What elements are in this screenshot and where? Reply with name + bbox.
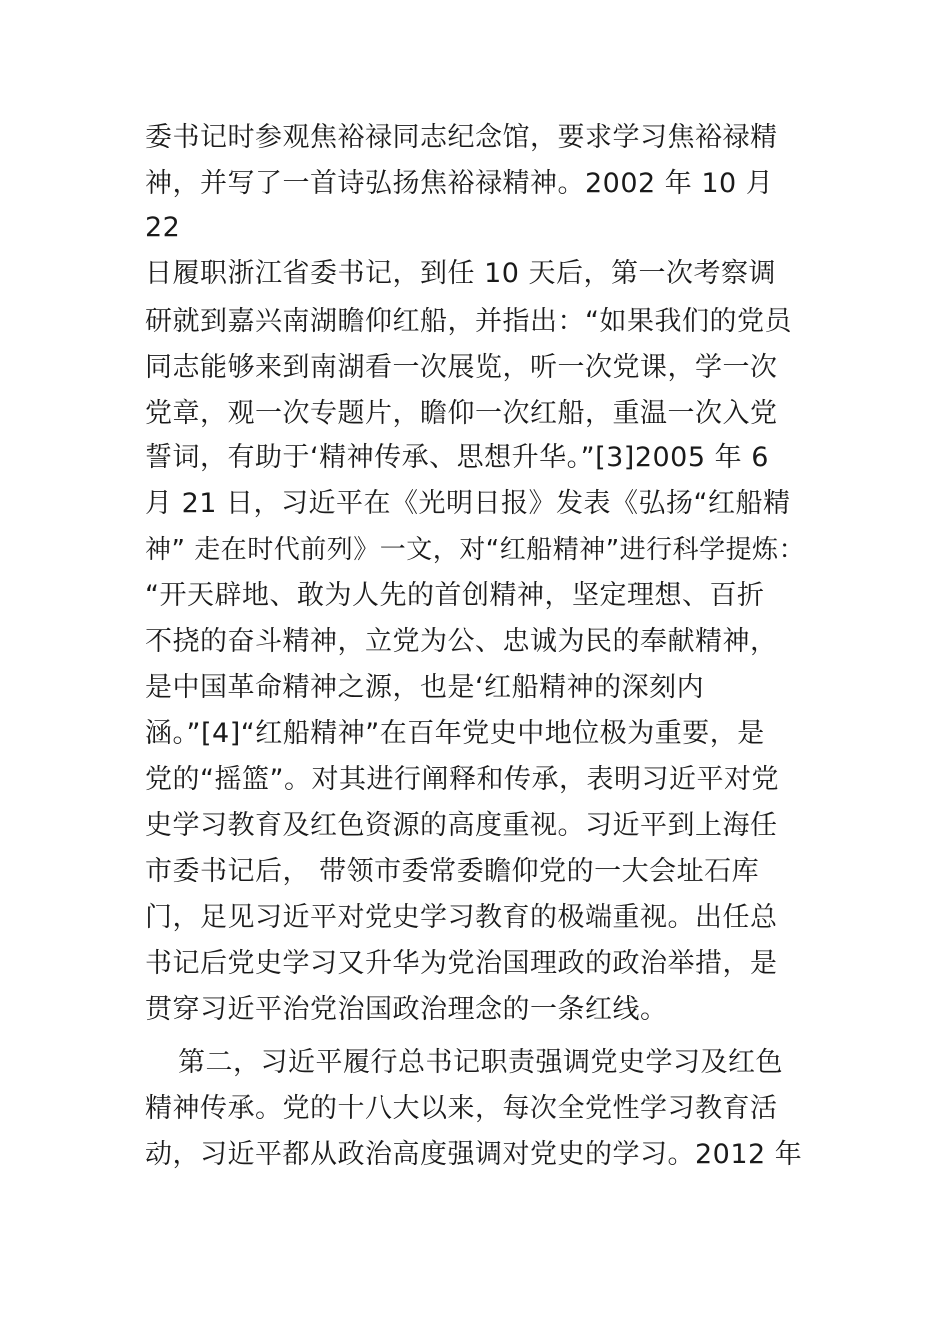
text-line: 涵。”[4]“红船精神”在百年党史中地位极为重要，是	[145, 718, 765, 749]
text-line: 日履职浙江省委书记，到任 10 天后，第一次考察调	[145, 258, 777, 289]
text-line: 市委书记后， 带领市委常委瞻仰党的一大会址石库	[145, 856, 760, 887]
text-line: 神” 走在时代前列》一文，对“红船精神”进行科学提炼：	[145, 535, 806, 565]
text-line: 书记后党史学习又升华为党治国理政的政治举措，是	[145, 948, 778, 979]
paragraph-first-line: 第二，习近平履行总书记职责强调党史学习及红色	[178, 1047, 783, 1078]
text-line: 同志能够来到南湖看一次展览，听一次党课，学一次	[145, 352, 778, 383]
text-line: “开天辟地、敢为人先的首创精神，坚定理想、百折	[145, 580, 765, 611]
text-line: 22	[145, 212, 181, 243]
text-line: 神，并写了一首诗弘扬焦裕禄精神。2002 年 10 月	[145, 168, 774, 199]
text-line: 贯穿习近平治党治国政治理念的一条红线。	[145, 994, 668, 1025]
text-line: 委书记时参观焦裕禄同志纪念馆，要求学习焦裕禄精	[145, 122, 778, 153]
text-line: 研就到嘉兴南湖瞻仰红船，并指出：“如果我们的党员	[145, 306, 792, 337]
text-line: 月 21 日，习近平在《光明日报》发表《弘扬“红船精	[145, 488, 791, 519]
text-line: 是中国革命精神之源，也是‘红船精神的深刻内	[145, 672, 705, 703]
text-line: 不挠的奋斗精神，立党为公、忠诚为民的奉献精神，	[145, 626, 778, 657]
text-line: 党的“摇篮”。对其进行阐释和传承，表明习近平对党	[145, 764, 779, 795]
text-line: 党章，观一次专题片，瞻仰一次红船，重温一次入党	[145, 398, 778, 429]
text-line: 门，足见习近平对党史学习教育的极端重视。出任总	[145, 902, 778, 933]
text-line: 动，习近平都从政治高度强调对党史的学习。2012 年	[145, 1139, 803, 1170]
text-line: 史学习教育及红色资源的高度重视。习近平到上海任	[145, 810, 778, 841]
text-line: 誓词，有助于‘精神传承、思想升华。”[3]2005 年 6	[145, 442, 769, 473]
text-line: 精神传承。党的十八大以来，每次全党性学习教育活	[145, 1093, 778, 1124]
